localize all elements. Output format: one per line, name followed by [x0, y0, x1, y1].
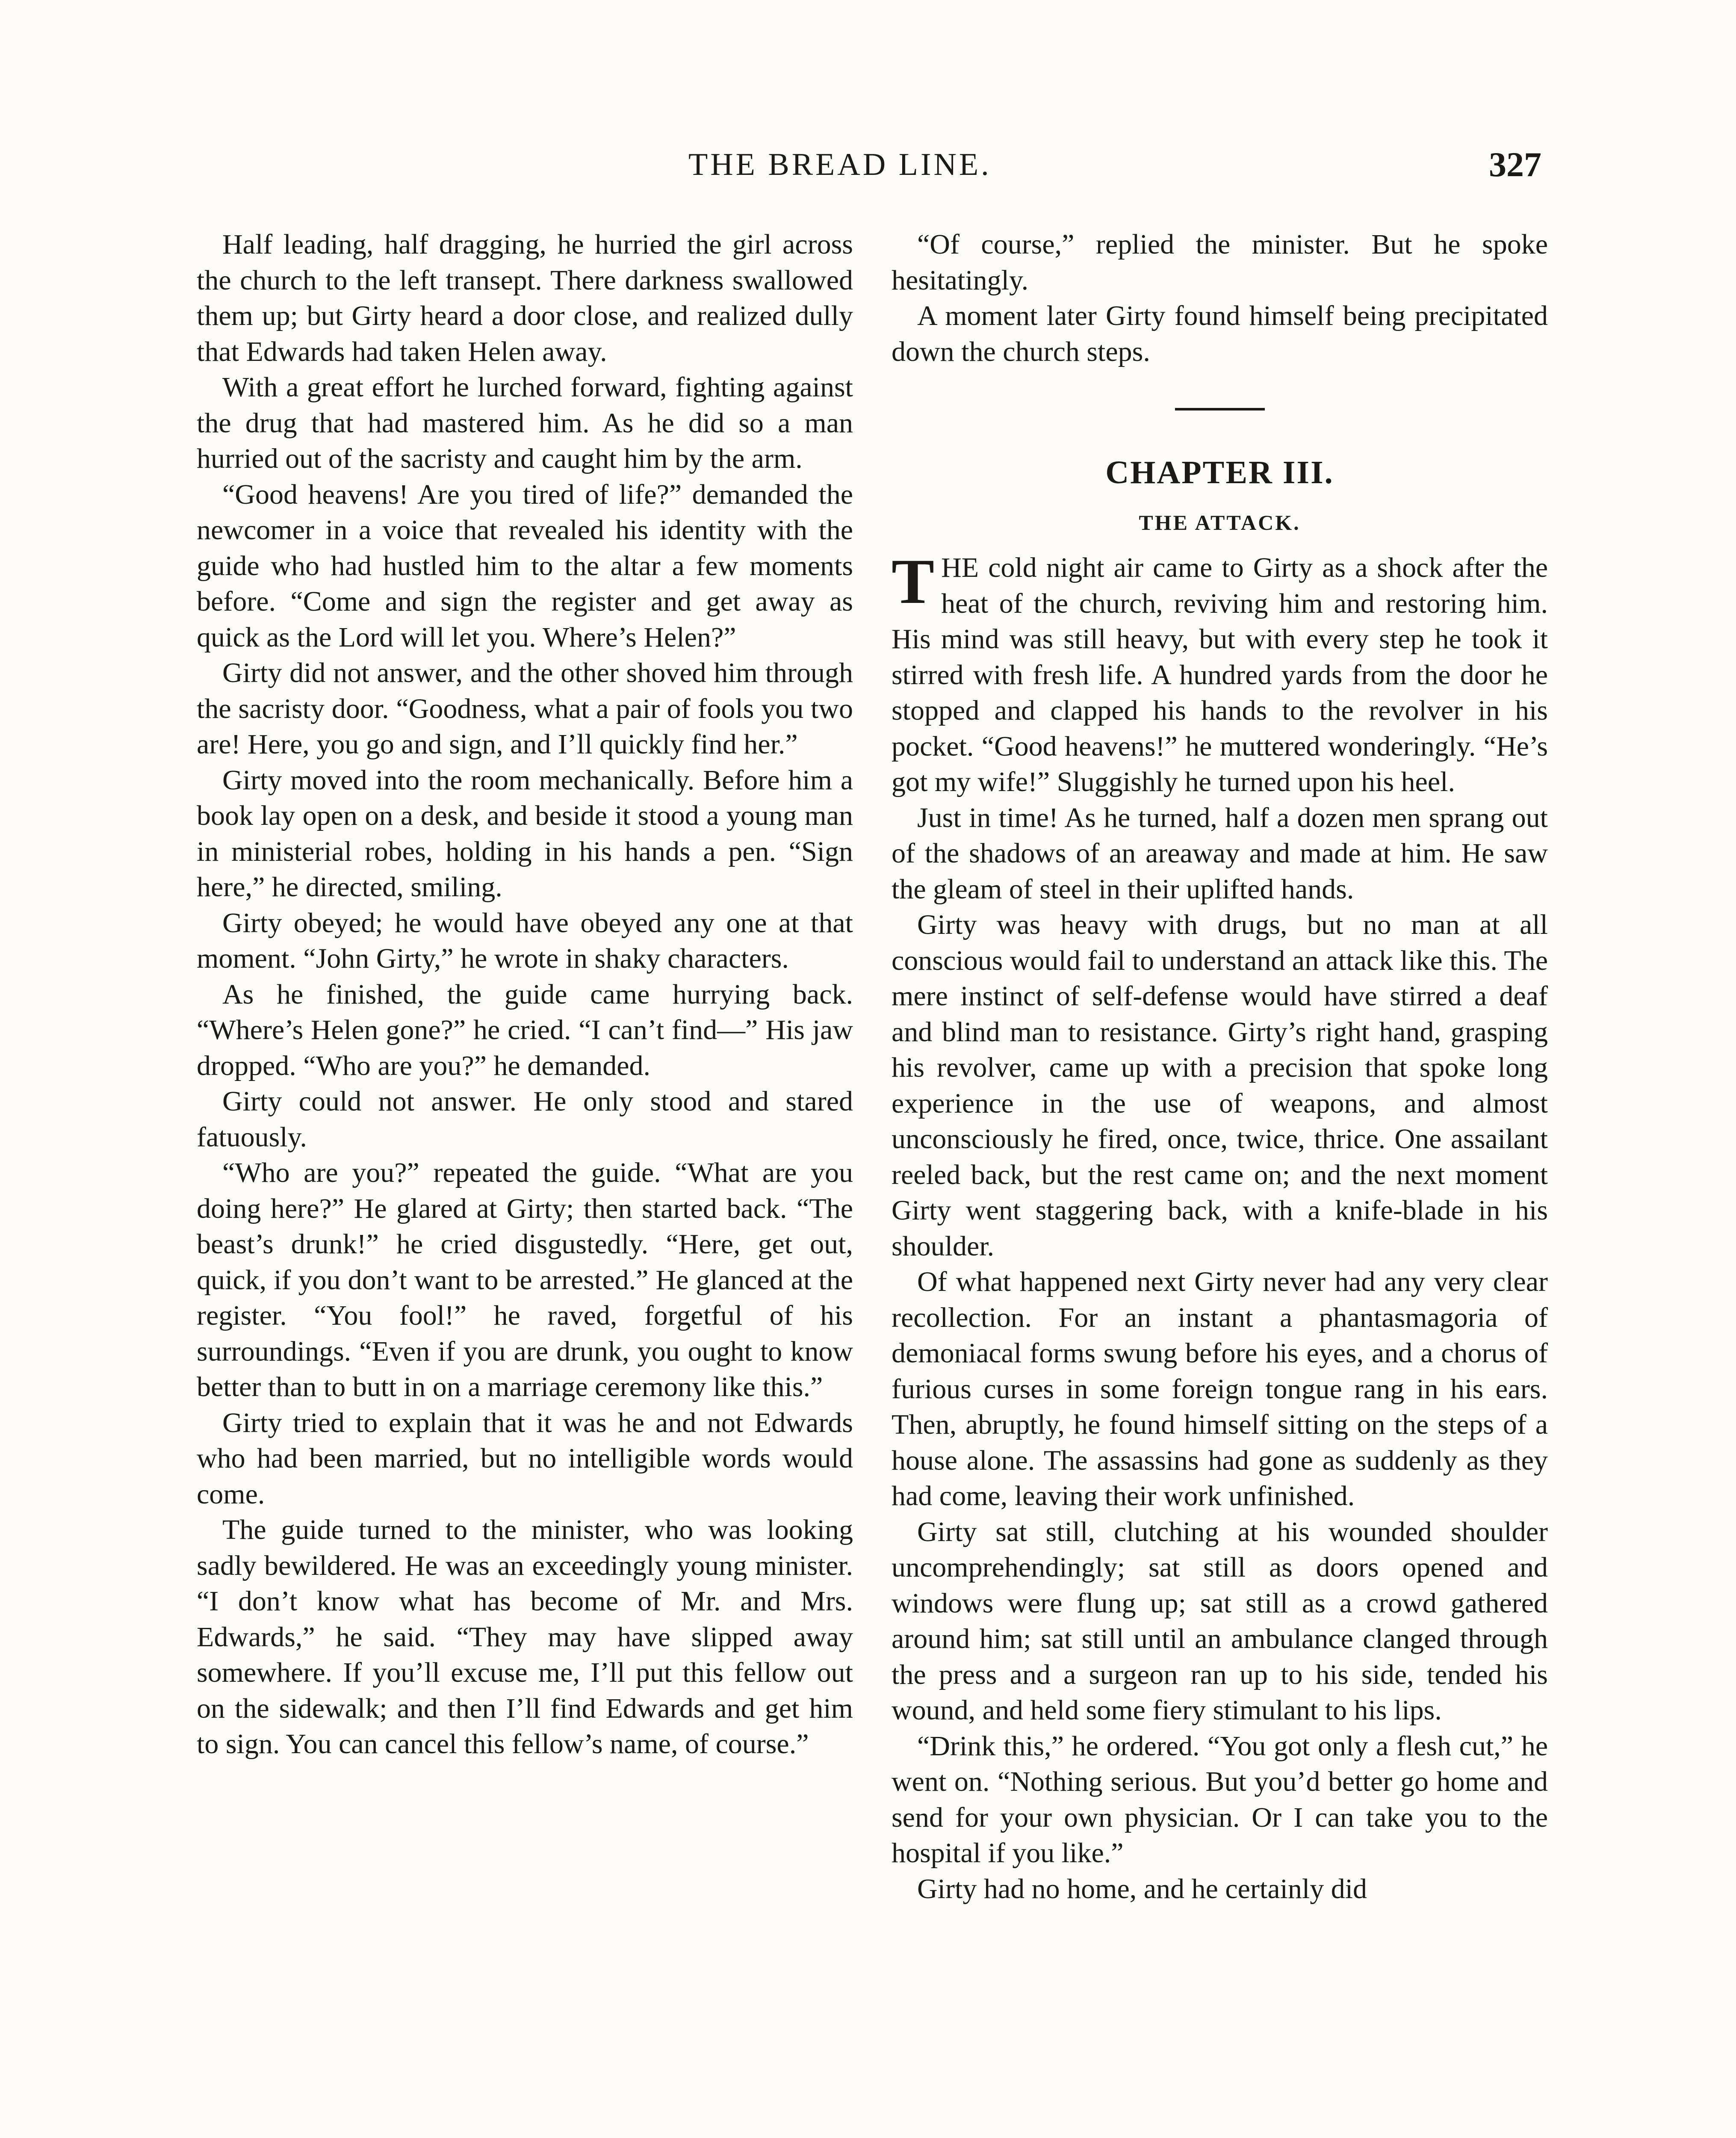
- opening-paragraph-text: HE cold night air came to Girty as a shock after the heat of the church, reviving him and restoring him. His mind was still heavy, but with every step he took it stirred with fresh life. A hundred yards from the door he stopped and clapped his hands to the revolver in his pocket. “Good heavens!” he muttered wonderingly. “He’s got my wife!” Sluggishly he turned upon his heel.: [892, 552, 1548, 797]
- paragraph: “Drink this,” he ordered. “You got only a flesh cut,” he went on. “Nothing serious. But you’d better go home and send for your own physician. Or I can take you to the hospital if you like.”: [892, 1730, 1548, 1869]
- running-header: [0, 141, 1736, 192]
- section-divider: [1175, 408, 1265, 410]
- paragraph: The guide turned to the minister, who was looking sadly bewildered. He was an exceedingly young minister. “I don’t know what has become of Mr. and Mrs. Edwards,” he said. “They may have slipped away somewhere. If you’ll excuse me, I’ll put this fellow out on the sidewalk; and then I’ll find Edwards and get him to sign. You can cancel this fellow’s name, of course.”: [197, 1514, 853, 1760]
- paragraph: Girty could not answer. He only stood and stared fatuously.: [197, 1086, 853, 1153]
- paragraph: A moment later Girty found himself being precipitated down the church steps.: [892, 300, 1548, 367]
- paragraph: As he finished, the guide came hurrying back. “Where’s Helen gone?” he cried. “I can’t find—” His jaw dropped. “Who are you?” he demanded.: [197, 978, 853, 1081]
- running-title: THE BREAD LINE.: [688, 147, 992, 182]
- chapter-heading: CHAPTER III.: [1105, 455, 1334, 490]
- paragraph: Just in time! As he turned, half a dozen men sprang out of the shadows of an areaway and made at him. He saw the gleam of steel in their uplifted hands.: [892, 802, 1548, 905]
- paragraph: With a great effort he lurched forward, fighting against the drug that had mastered him. As he did so a man hurried out of the sacristy and caught him by the arm.: [197, 372, 853, 474]
- paragraph: Half leading, half dragging, he hurried the girl across the church to the left transept. There darkness swallowed them up; but Girty heard a door close, and realized dully that Edwards had taken Helen away.: [197, 229, 853, 367]
- paragraph: Girty was heavy with drugs, but no man at all conscious would fail to understand an attack like this. The mere instinct of self-defense would have stirred a deaf and blind man to resistance. Girty’s right hand, grasping his revolver, came up with a precision that spoke long experience in the use of weapons, and almost unconsciously he fired, once, twice, thrice. One assailant reeled back, but the rest came on; and the next moment Girty went staggering back, with a knife-blade in his shoulder.: [892, 909, 1548, 1262]
- right-column: [892, 227, 1548, 1907]
- paragraph: Girty moved into the room mechanically. Before him a book lay open on a desk, and beside it stood a young man in ministerial robes, holding in his hands a pen. “Sign here,” he directed, smiling.: [197, 764, 853, 903]
- paragraph: “Of course,” replied the minister. But he spoke hesitatingly.: [892, 229, 1548, 296]
- page-number: 327: [1489, 145, 1541, 184]
- left-column: [197, 227, 853, 1762]
- paragraph: “Who are you?” repeated the guide. “What are you doing here?” He glared at Girty; then started back. “The beast’s drunk!” he cried disgustedly. “Here, get out, quick, if you don’t want to be arrested.” He glanced at the register. “You fool!” he raved, forgetful of his surroundings. “Even if you are drunk, you ought to know better than to butt in on a marriage ceremony like this.”: [197, 1157, 853, 1403]
- paragraph: Girty sat still, clutching at his wounded shoulder uncomprehendingly; sat still as doors opened and windows were flung up; sat still as a crowd gathered around him; sat still until an ambulance clanged through the press and a surgeon ran up to his side, tended his wound, and held some fiery stimulant to his lips.: [892, 1516, 1548, 1726]
- paragraph: Girty tried to explain that it was he and not Edwards who had been married, but no intelligible words would come.: [197, 1407, 853, 1510]
- paragraph: Girty obeyed; he would have obeyed any one at that moment. “John Girty,” he wrote in shaky characters.: [197, 907, 853, 974]
- paragraph: Girty did not answer, and the other shoved him through the sacristy door. “Goodness, what a pair of fools you two are! Here, you go and sign, and I’ll quickly find her.”: [197, 657, 853, 760]
- paragraph: Girty had no home, and he certainly did: [917, 1873, 1367, 1905]
- drop-cap: T: [892, 546, 935, 617]
- chapter-subtitle: THE ATTACK.: [1139, 511, 1301, 534]
- paragraph: “Good heavens! Are you tired of life?” demanded the newcomer in a voice that revealed his identity with the guide who had hustled him to the altar a few moments before. “Come and sign the register and get away as quick as the Lord will let you. Where’s Helen?”: [197, 478, 853, 653]
- paragraph: Of what happened next Girty never had any very clear recollection. For an instant a phantasmagoria of demoniacal forms swung before his eyes, and a chorus of furious curses in some foreign tongue rang in his ears. Then, abruptly, he found himself sitting on the steps of a house alone. The assassins had gone as suddenly as they had come, leaving their work unfinished.: [892, 1266, 1548, 1512]
- opening-paragraph: [892, 546, 1548, 800]
